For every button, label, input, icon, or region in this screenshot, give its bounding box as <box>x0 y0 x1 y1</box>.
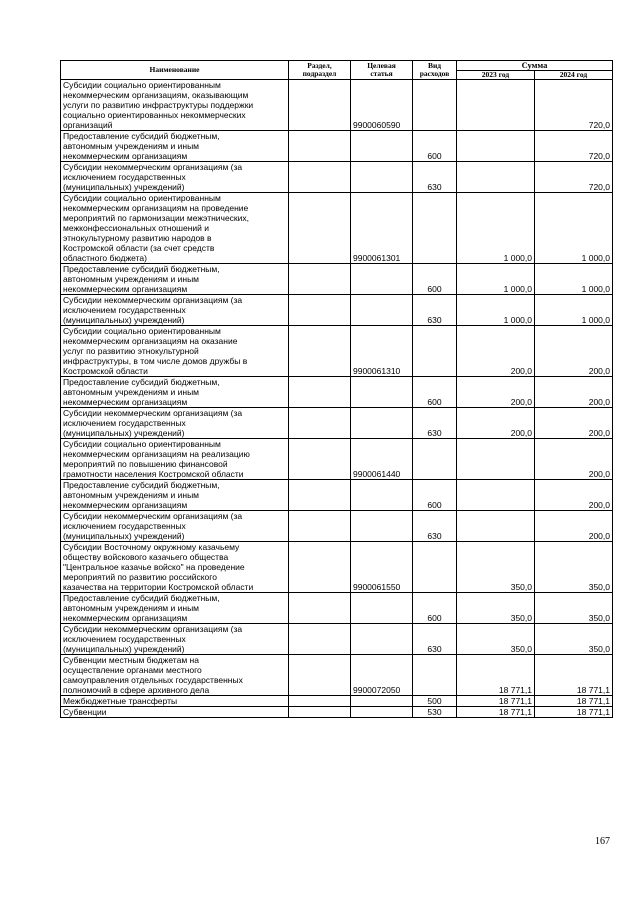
cell-target <box>351 377 413 408</box>
cell-amount-2023: 350,0 <box>457 542 535 593</box>
budget-table <box>60 60 613 718</box>
cell-name-line: мероприятий по гармонизации межэтнических, <box>63 213 250 223</box>
cell-kind: 630 <box>413 624 457 655</box>
cell-amount-2023 <box>457 80 535 131</box>
cell-name-line: исключением государственных <box>63 418 186 428</box>
cell-name-line: Субсидии социально ориентированным <box>63 326 221 336</box>
cell-amount-2023: 1 000,0 <box>457 264 535 295</box>
cell-amount-2024: 1 000,0 <box>535 264 613 295</box>
cell-section <box>289 162 351 193</box>
cell-name-line: Предоставление субсидий бюджетным, <box>63 377 220 387</box>
cell-target <box>351 162 413 193</box>
cell-amount-2023: 350,0 <box>457 593 535 624</box>
cell-name <box>61 707 289 718</box>
cell-section <box>289 511 351 542</box>
cell-name-line: Субсидии Восточному окружному казачьему <box>63 542 240 552</box>
cell-name-line: некоммерческим организациям <box>63 151 188 161</box>
cell-kind <box>413 326 457 377</box>
cell-name-line: областного бюджета) <box>63 253 147 263</box>
cell-amount-2024: 200,0 <box>535 480 613 511</box>
cell-amount-2023: 18 771,1 <box>457 655 535 696</box>
cell-amount-2024: 350,0 <box>535 624 613 655</box>
cell-amount-2024: 720,0 <box>535 131 613 162</box>
cell-section <box>289 542 351 593</box>
cell-target: 9900072050 <box>351 655 413 696</box>
table-row <box>61 542 613 593</box>
cell-name-line: мероприятий по повышению финансовой <box>63 459 228 469</box>
cell-name-line: Субсидии некоммерческим организациям (за <box>63 295 243 305</box>
cell-name <box>61 480 289 511</box>
cell-amount-2024: 720,0 <box>535 80 613 131</box>
cell-amount-2024: 1 000,0 <box>535 295 613 326</box>
cell-section <box>289 193 351 264</box>
cell-target <box>351 264 413 295</box>
table-row <box>61 408 613 439</box>
cell-name-line: исключением государственных <box>63 172 186 182</box>
cell-amount-2024: 18 771,1 <box>535 707 613 718</box>
cell-name <box>61 131 289 162</box>
cell-target <box>351 593 413 624</box>
cell-target: 9900060590 <box>351 80 413 131</box>
cell-amount-2024: 200,0 <box>535 439 613 480</box>
cell-kind: 600 <box>413 377 457 408</box>
cell-section <box>289 408 351 439</box>
page-number: 167 <box>595 836 610 847</box>
cell-target: 9900061550 <box>351 542 413 593</box>
cell-name-line: Костромской области (за счет средств <box>63 243 215 253</box>
cell-name <box>61 193 289 264</box>
cell-name-line: Субсидии социально ориентированным <box>63 439 221 449</box>
cell-name-line: Предоставление субсидий бюджетным, <box>63 131 220 141</box>
table-row <box>61 480 613 511</box>
cell-amount-2024: 720,0 <box>535 162 613 193</box>
table-row <box>61 193 613 264</box>
cell-name-line: автономным учреждениям и иным <box>63 490 200 500</box>
cell-name-line: Субсидии некоммерческим организациям (за <box>63 162 243 172</box>
cell-amount-2023 <box>457 480 535 511</box>
table-body <box>61 80 613 718</box>
cell-kind <box>413 655 457 696</box>
cell-amount-2023: 200,0 <box>457 377 535 408</box>
cell-kind: 600 <box>413 593 457 624</box>
cell-amount-2023 <box>457 511 535 542</box>
cell-amount-2024: 350,0 <box>535 542 613 593</box>
cell-section <box>289 593 351 624</box>
cell-target: 9900061310 <box>351 326 413 377</box>
cell-target: 9900061301 <box>351 193 413 264</box>
cell-section <box>289 295 351 326</box>
cell-name-line: осуществление органами местного <box>63 665 202 675</box>
cell-name <box>61 162 289 193</box>
cell-amount-2023: 1 000,0 <box>457 295 535 326</box>
cell-kind: 600 <box>413 264 457 295</box>
cell-section <box>289 131 351 162</box>
table-row <box>61 593 613 624</box>
cell-amount-2023: 1 000,0 <box>457 193 535 264</box>
cell-kind <box>413 80 457 131</box>
cell-amount-2024: 200,0 <box>535 326 613 377</box>
cell-target: 9900061440 <box>351 439 413 480</box>
cell-kind: 500 <box>413 696 457 707</box>
cell-name-line: услуг по развитию этнокультурной <box>63 346 199 356</box>
cell-name-line: автономным учреждениям и иным <box>63 387 200 397</box>
cell-kind <box>413 193 457 264</box>
cell-name-line: "Центральное казачье войско" на проведение <box>63 562 245 572</box>
cell-name <box>61 80 289 131</box>
table-row <box>61 264 613 295</box>
cell-name-line: социально ориентированных некоммерческих <box>63 110 246 120</box>
cell-kind: 630 <box>413 295 457 326</box>
cell-name-line: исключением государственных <box>63 634 186 644</box>
cell-name-line: Предоставление субсидий бюджетным, <box>63 264 220 274</box>
cell-kind: 530 <box>413 707 457 718</box>
cell-kind: 630 <box>413 408 457 439</box>
cell-name <box>61 593 289 624</box>
cell-amount-2024: 1 000,0 <box>535 193 613 264</box>
cell-name-line: Межбюджетные трансферты <box>63 696 178 706</box>
cell-target <box>351 707 413 718</box>
cell-name-line: мероприятий по развитию российского <box>63 572 217 582</box>
cell-section <box>289 377 351 408</box>
cell-section <box>289 480 351 511</box>
cell-name <box>61 295 289 326</box>
cell-amount-2024: 200,0 <box>535 408 613 439</box>
cell-name-line: полномочий в сфере архивного дела <box>63 685 210 695</box>
cell-name-line: (муниципальных) учреждений) <box>63 182 185 192</box>
cell-name-line: инфраструктуры, в том числе домов дружбы в <box>63 356 248 366</box>
cell-name-line: Субсидии некоммерческим организациям (за <box>63 408 243 418</box>
cell-name-line: (муниципальных) учреждений) <box>63 315 185 325</box>
cell-target <box>351 624 413 655</box>
table-row <box>61 439 613 480</box>
table-row <box>61 511 613 542</box>
cell-name-line: Субсидии социально ориентированным <box>63 193 221 203</box>
cell-name-line: автономным учреждениям и иным <box>63 274 200 284</box>
cell-name-line: исключением государственных <box>63 521 186 531</box>
cell-name-line: Предоставление субсидий бюджетным, <box>63 593 220 603</box>
table-row <box>61 377 613 408</box>
cell-section <box>289 655 351 696</box>
cell-target <box>351 696 413 707</box>
cell-name-line: автономным учреждениям и иным <box>63 141 200 151</box>
cell-name <box>61 408 289 439</box>
cell-amount-2023: 18 771,1 <box>457 696 535 707</box>
cell-amount-2024: 18 771,1 <box>535 655 613 696</box>
header-year-2024: 2024 год <box>535 70 613 80</box>
cell-name-line: Субсидии некоммерческим организациям (за <box>63 511 243 521</box>
cell-amount-2023: 350,0 <box>457 624 535 655</box>
cell-amount-2023 <box>457 131 535 162</box>
cell-name-line: Субвенции местным бюджетам на <box>63 655 199 665</box>
cell-name-line: Предоставление субсидий бюджетным, <box>63 480 220 490</box>
cell-section <box>289 326 351 377</box>
header-sum: Сумма <box>457 61 613 71</box>
cell-name-line: услуги по развитию инфраструктуры поддержки <box>63 100 254 110</box>
cell-amount-2023: 18 771,1 <box>457 707 535 718</box>
cell-target <box>351 480 413 511</box>
cell-amount-2023 <box>457 439 535 480</box>
cell-name-line: Костромской области <box>63 366 148 376</box>
cell-kind: 630 <box>413 162 457 193</box>
table-row <box>61 131 613 162</box>
cell-kind: 600 <box>413 131 457 162</box>
table-row <box>61 655 613 696</box>
cell-kind <box>413 439 457 480</box>
cell-name <box>61 326 289 377</box>
cell-name <box>61 377 289 408</box>
header-section: Раздел, подраздел <box>289 61 351 80</box>
cell-amount-2023 <box>457 162 535 193</box>
cell-name-line: некоммерческим организациям <box>63 500 188 510</box>
cell-name-line: исключением государственных <box>63 305 186 315</box>
cell-name-line: самоуправления отдельных государственных <box>63 675 243 685</box>
cell-section <box>289 80 351 131</box>
cell-name-line: некоммерческим организациям на реализацию <box>63 449 250 459</box>
cell-kind <box>413 542 457 593</box>
cell-amount-2024: 18 771,1 <box>535 696 613 707</box>
cell-name-line: некоммерческим организациям <box>63 397 188 407</box>
header-year-2023: 2023 год <box>457 70 535 80</box>
cell-name-line: организаций <box>63 120 113 130</box>
cell-name <box>61 264 289 295</box>
cell-kind: 600 <box>413 480 457 511</box>
cell-amount-2023: 200,0 <box>457 408 535 439</box>
cell-name-line: Субсидии некоммерческим организациям (за <box>63 624 243 634</box>
cell-name-line: некоммерческим организациям <box>63 613 188 623</box>
cell-name-line: некоммерческим организациям, оказывающим <box>63 90 249 100</box>
cell-amount-2024: 200,0 <box>535 511 613 542</box>
table-row <box>61 707 613 718</box>
cell-name <box>61 439 289 480</box>
cell-name-line: грамотности населения Костромской области <box>63 469 244 479</box>
cell-name-line: (муниципальных) учреждений) <box>63 531 185 541</box>
cell-name-line: (муниципальных) учреждений) <box>63 428 185 438</box>
cell-section <box>289 264 351 295</box>
cell-section <box>289 439 351 480</box>
cell-target <box>351 511 413 542</box>
cell-target <box>351 295 413 326</box>
cell-section <box>289 696 351 707</box>
table-row <box>61 295 613 326</box>
cell-name-line: обществу войскового казачьего общества <box>63 552 229 562</box>
cell-name-line: (муниципальных) учреждений) <box>63 644 185 654</box>
cell-name <box>61 542 289 593</box>
cell-amount-2024: 350,0 <box>535 593 613 624</box>
table-row <box>61 80 613 131</box>
table-row <box>61 326 613 377</box>
cell-name-line: некоммерческим организациям <box>63 284 188 294</box>
cell-name <box>61 655 289 696</box>
cell-name-line: Субвенции <box>63 707 107 717</box>
cell-name-line: автономным учреждениям и иным <box>63 603 200 613</box>
cell-amount-2023: 200,0 <box>457 326 535 377</box>
cell-target <box>351 408 413 439</box>
cell-section <box>289 624 351 655</box>
header-kind: Вид расходов <box>413 61 457 80</box>
cell-name-line: некоммерческим организациям на оказание <box>63 336 238 346</box>
table-row <box>61 624 613 655</box>
cell-name-line: некоммерческим организациям на проведение <box>63 203 249 213</box>
table-header <box>61 61 613 80</box>
table-row <box>61 162 613 193</box>
cell-name-line: казачества на территории Костромской области <box>63 582 254 592</box>
cell-name <box>61 511 289 542</box>
cell-amount-2024: 200,0 <box>535 377 613 408</box>
cell-name-line: этнокультурному развитию народов в <box>63 233 212 243</box>
cell-name-line: межконфессиональных отношений и <box>63 223 210 233</box>
header-name: Наименование <box>61 61 289 80</box>
cell-target <box>351 131 413 162</box>
cell-name-line: Субсидии социально ориентированным <box>63 80 221 90</box>
cell-section <box>289 707 351 718</box>
cell-name <box>61 696 289 707</box>
header-target: Целевая статья <box>351 61 413 80</box>
cell-name <box>61 624 289 655</box>
table-row <box>61 696 613 707</box>
cell-kind: 630 <box>413 511 457 542</box>
